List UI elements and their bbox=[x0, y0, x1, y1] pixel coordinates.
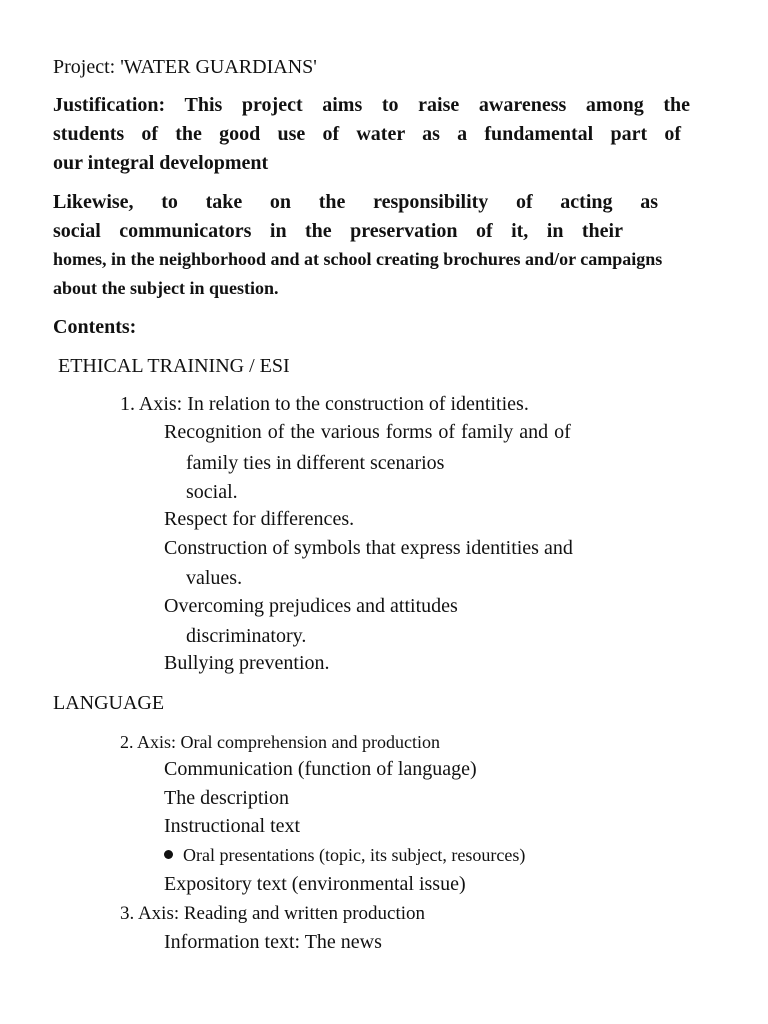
project-title: Project: 'WATER GUARDIANS' bbox=[53, 56, 317, 78]
language-heading: LANGUAGE bbox=[53, 692, 165, 714]
axis-3-heading: 3. Axis: Reading and written production bbox=[120, 903, 426, 924]
ethical-item: discriminatory. bbox=[186, 625, 307, 647]
ethical-item: Overcoming prejudices and attitudes bbox=[164, 595, 458, 617]
ethical-item: Recognition of the various forms of family and of bbox=[164, 421, 571, 443]
likewise-line-4: about the subject in question. bbox=[53, 278, 279, 298]
language-item: Information text: The news bbox=[164, 931, 382, 953]
language-item: The description bbox=[164, 787, 289, 809]
ethical-item: social. bbox=[186, 481, 238, 503]
justification-line-1: Justification: This project aims to raise awareness among the bbox=[53, 94, 690, 116]
justification-line-2: students of the good use of water as a fundamental part of bbox=[53, 123, 681, 145]
ethical-training-heading: ETHICAL TRAINING / ESI bbox=[58, 355, 290, 377]
contents-heading: Contents: bbox=[53, 316, 137, 338]
likewise-line-1: Likewise, to take on the responsibility of acting as bbox=[53, 191, 658, 213]
axis-2-heading: 2. Axis: Oral comprehension and production bbox=[120, 732, 440, 752]
ethical-item: Respect for differences. bbox=[164, 508, 355, 530]
ethical-item: values. bbox=[186, 567, 243, 589]
bullet-icon bbox=[164, 850, 173, 859]
axis-1-heading: 1. Axis: In relation to the construction of identities. bbox=[120, 393, 529, 415]
language-item: Expository text (environmental issue) bbox=[164, 873, 466, 895]
likewise-line-3: homes, in the neighborhood and at school creating brochures and/or campaigns bbox=[53, 249, 663, 269]
bullet-list-item bbox=[164, 843, 525, 867]
justification-line-3: our integral development bbox=[53, 152, 269, 174]
ethical-item: family ties in different scenarios bbox=[186, 452, 445, 474]
ethical-item: Bullying prevention. bbox=[164, 652, 330, 674]
language-item: Oral presentations (topic, its subject, resources) bbox=[183, 845, 526, 865]
language-item: Communication (function of language) bbox=[164, 758, 477, 780]
ethical-item: Construction of symbols that express identities and bbox=[164, 537, 573, 559]
language-item: Instructional text bbox=[164, 815, 301, 837]
likewise-line-2: social communicators in the preservation of it, in their bbox=[53, 220, 623, 242]
